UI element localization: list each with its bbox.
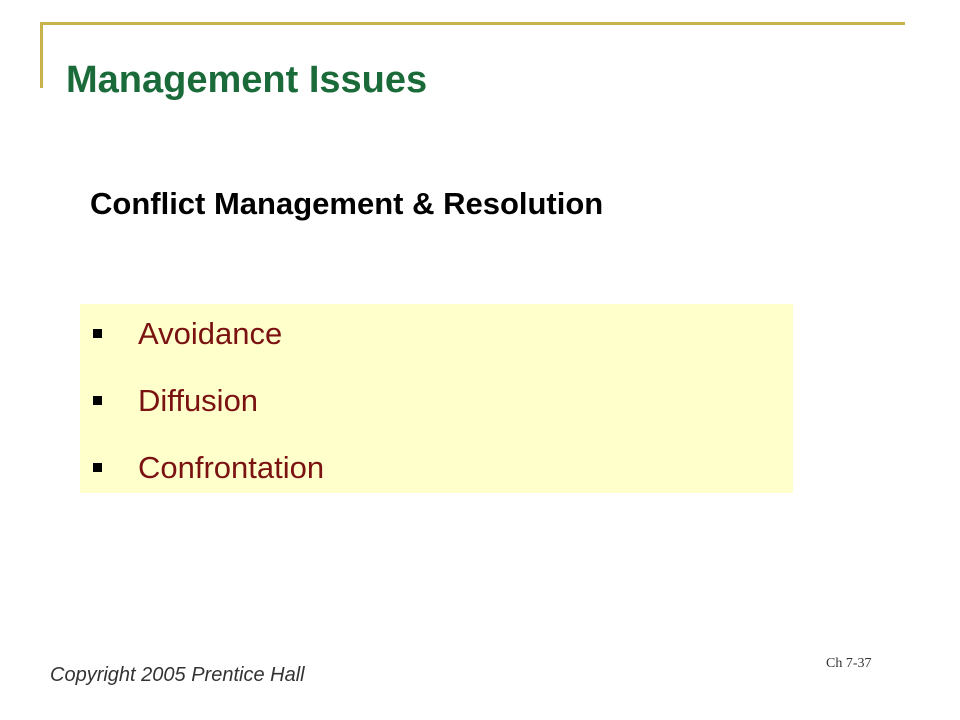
- bullet-item-confrontation: [80, 446, 680, 490]
- frame-top-line: [40, 22, 905, 25]
- bullet-label-diffusion: Diffusion: [138, 383, 259, 418]
- footer-page-number: Ch 7-37: [826, 656, 872, 671]
- square-bullet-icon: [93, 396, 102, 405]
- slide-subtitle: Conflict Management & Resolution: [90, 186, 604, 221]
- square-bullet-icon: [93, 463, 102, 472]
- footer-copyright: Copyright 2005 Prentice Hall: [50, 664, 305, 686]
- bullet-highlight-box: [80, 304, 793, 493]
- slide-title: Management Issues: [66, 59, 428, 101]
- bullet-item-avoidance: [80, 312, 680, 356]
- frame-left-line: [40, 22, 43, 88]
- square-bullet-icon: [93, 329, 102, 338]
- bullet-label-avoidance: Avoidance: [138, 316, 283, 351]
- bullet-item-diffusion: [80, 379, 680, 423]
- bullet-label-confrontation: Confrontation: [138, 450, 325, 485]
